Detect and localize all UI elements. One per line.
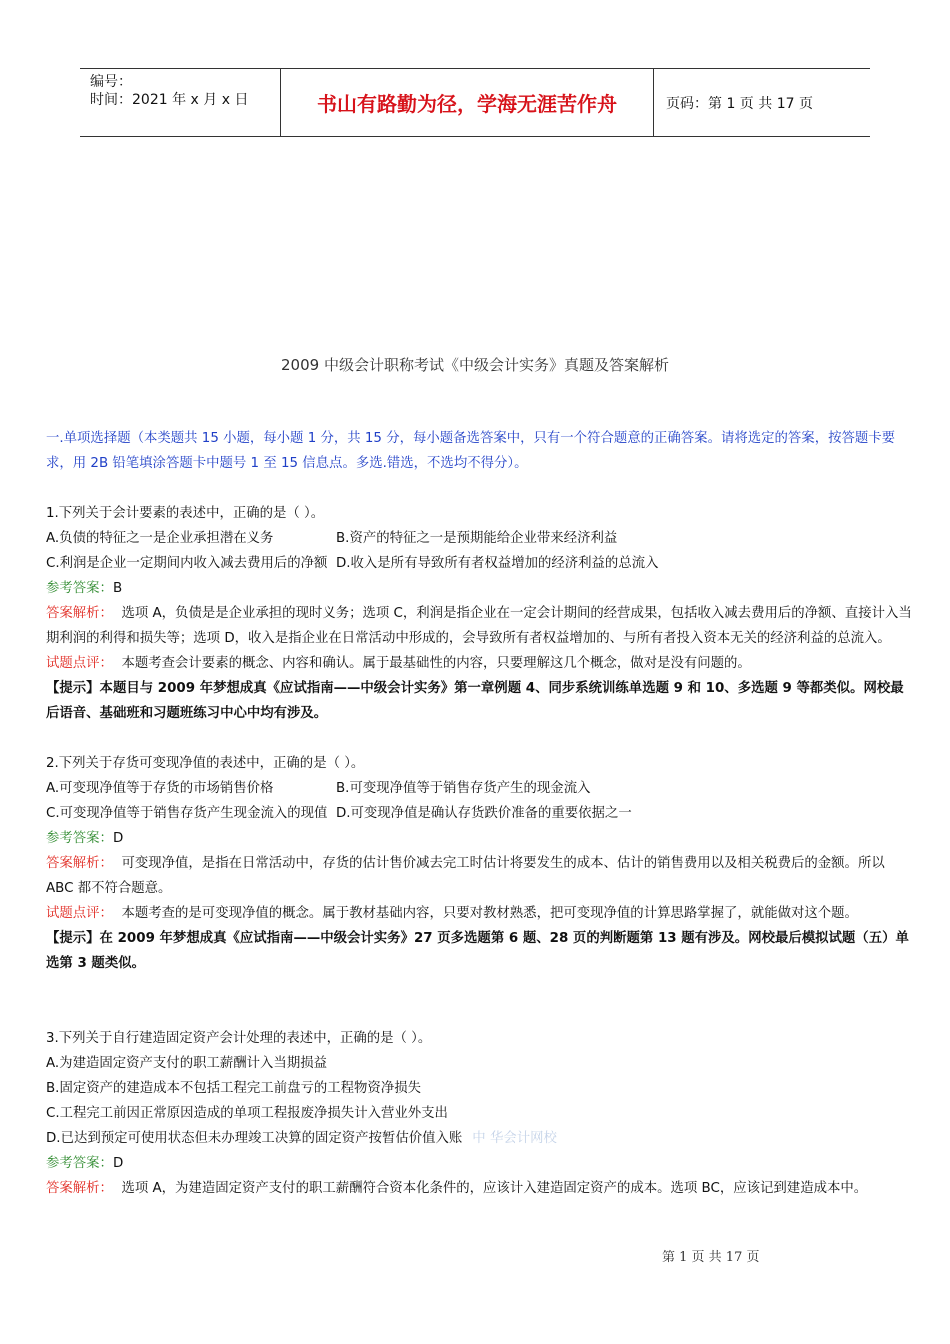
q1-answer-value: B [112, 581, 123, 596]
q2-analysis-text: 可变现净值，是指在日常活动中，存货的估计售价减去完工时估计将要发生的成本、估计的销售费用以及相关税费后的金额。所以 ABC 都不符合题意。 [46, 856, 885, 896]
q3-option-a: A.为建造固定资产支付的职工薪酬计入当期损益 [46, 1056, 327, 1071]
q3-analysis-label: 答案解析： [46, 1181, 113, 1196]
header-meta [80, 69, 280, 136]
q3-option-b: B.固定资产的建造成本不包括工程完工前盘亏的工程物资净损失 [46, 1081, 421, 1096]
q1-option-d: D.收入是所有导致所有者权益增加的经济利益的总流入 [335, 556, 659, 571]
q2-stem: 2.下列关于存货可变现净值的表述中，正确的是（ ）。 [46, 756, 365, 771]
q2-option-a: A.可变现净值等于存货的市场销售价格 [46, 781, 274, 796]
q2-option-d: D.可变现净值是确认存货跌价准备的重要依据之一 [335, 806, 632, 821]
q1-analysis [46, 601, 914, 651]
q2-options-ab [46, 776, 914, 801]
q1-comment [46, 651, 914, 676]
q1-answer-label: 参考答案： [46, 581, 113, 596]
q1-answer [46, 576, 914, 601]
q3-option-c: C.工程完工前因正常原因造成的单项工程报废净损失计入营业外支出 [46, 1106, 448, 1121]
q2-answer-label: 参考答案： [46, 831, 113, 846]
q3-stem: 3.下列关于自行建造固定资产会计处理的表述中，正确的是（ ）。 [46, 1031, 432, 1046]
q3-option-d: D.已达到预定可使用状态但未办理竣工决算的固定资产按暂估价值入账 [46, 1131, 463, 1146]
q1-comment-label: 试题点评： [46, 656, 113, 671]
q2-options-cd [46, 801, 914, 826]
q2-analysis-label: 答案解析： [46, 856, 113, 871]
motto-text: 书山有路勤为径，学海无涯苦作舟 [280, 69, 654, 136]
page-title: 2009 中级会计职称考试《中级会计实务》真题及答案解析 [281, 356, 669, 374]
q1-options-cd [46, 551, 914, 576]
q2-comment-label: 试题点评： [46, 906, 113, 921]
section-heading: 一.单项选择题（本类题共 15 小题，每小题 1 分，共 15 分，每小题备选答案中，只有一个符合题意的正确答案。请将选定的答案，按答题卡要求，用 2B 铅笔填涂答题卡中题号 1 至 15 信息点。多选.错选，不选均不得分）。 [46, 431, 896, 471]
q2-answer-value: D [112, 831, 124, 846]
page-info: 页码：第 1 页 共 17 页 [666, 95, 813, 112]
q1-tip: 【提示】本题目与 2009 年梦想成真《应试指南——中级会计实务》第一章例题 4、同步系统训练单选题 9 和 10、多选题 9 等都类似。网校最后语音、基础班和习题班练习中心中均有涉及。 [46, 681, 904, 721]
q2-answer [46, 826, 914, 851]
q3-option-d-line [46, 1126, 914, 1151]
watermark-text: 中 华会计网校 [472, 1131, 557, 1146]
q3-analysis-text: 选项 A，为建造固定资产支付的职工薪酬符合资本化条件的，应该计入建造固定资产的成本。选项 BC，应该记到建造成本中。 [121, 1181, 868, 1196]
q3-answer [46, 1151, 914, 1176]
footer-page-number: 第 1 页 共 17 页 [662, 1250, 760, 1265]
date-text: 时间：2021 年 x 月 x 日 [90, 92, 249, 108]
q2-comment [46, 901, 914, 926]
q1-options-ab [46, 526, 914, 551]
document-body [46, 426, 914, 1201]
header-table [80, 68, 870, 137]
q1-analysis-label: 答案解析： [46, 606, 113, 621]
q2-tip: 【提示】在 2009 年梦想成真《应试指南——中级会计实务》27 页多选题第 6 题、28 页的判断题第 13 题有涉及。网校最后模拟试题（五）单选第 3 题类似。 [46, 931, 909, 971]
q3-answer-label: 参考答案： [46, 1156, 113, 1171]
q2-comment-text: 本题考查的是可变现净值的概念。属于教材基础内容，只要对教材熟悉，把可变现净值的计算思路掌握了，就能做对这个题。 [121, 906, 858, 921]
q3-analysis [46, 1176, 914, 1201]
q1-comment-text: 本题考查会计要素的概念、内容和确认。属于最基础性的内容，只要理解这几个概念，做对是没有问题的。 [121, 656, 751, 671]
number-label: 编号： [90, 74, 132, 90]
q1-analysis-text: 选项 A，负债是是企业承担的现时义务；选项 C，利润是指企业在一定会计期间的经营成果，包括收入减去费用后的净额、直接计入当期利润的利得和损失等；选项 D，收入是指企业在日常活动中形成的，会导致所有者权益增加的、与所有者投入资本无关的经济利益的总流入。 [46, 606, 912, 646]
q3-answer-value: D [112, 1156, 124, 1171]
q1-option-b: B.资产的特征之一是预期能给企业带来经济利益 [336, 531, 618, 546]
q1-option-c: C.利润是企业一定期间内收入减去费用后的净额 [46, 556, 328, 571]
q2-analysis [46, 851, 914, 901]
q1-stem: 1.下列关于会计要素的表述中，正确的是（ ）。 [46, 506, 325, 521]
q2-option-c: C.可变现净值等于销售存货产生现金流入的现值 [46, 806, 328, 821]
q2-option-b: B.可变现净值等于销售存货产生的现金流入 [336, 781, 591, 796]
q1-option-a: A.负债的特征之一是企业承担潜在义务 [46, 531, 274, 546]
